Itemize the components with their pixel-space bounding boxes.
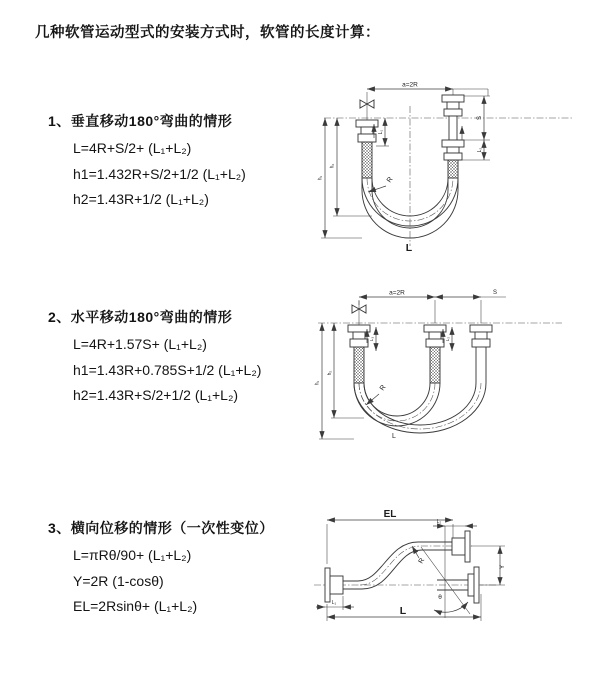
page-title: 几种软管运动型式的安装方式时，软管的长度计算： (35, 25, 380, 41)
formula: h1=1.43R+0.785S+1/2 (L₁+L₂) (73, 361, 262, 378)
dim-label-a2r: a=2R (389, 289, 405, 297)
dim-label-s: S (477, 115, 483, 121)
dim-label-h2: h₂ (329, 163, 336, 169)
s-curve-hose (343, 542, 452, 589)
dim-label-l1: L₁ (378, 129, 384, 135)
formula: L=4R+1.57S+ (L₁+L₂) (73, 336, 207, 352)
dim-label-l2: L₂ (477, 147, 483, 153)
dim-label-el: EL (383, 509, 397, 520)
formula: h2=1.43R+1/2 (L₁+L₂) (73, 191, 209, 207)
diagram-lateral-displacement (300, 500, 600, 650)
radius-line (421, 547, 470, 614)
length-label: L (405, 242, 413, 254)
formula: h2=1.43R+S/2+1/2 (L₁+L₂) (73, 387, 239, 403)
radius-label: R (378, 383, 388, 393)
left-hose-leg (356, 120, 378, 178)
section-1-formulas (73, 136, 246, 213)
dim-label-h1: h₁ (314, 380, 321, 386)
dim-label-s: S (492, 290, 498, 296)
valve-icon (352, 301, 366, 325)
dim-label-l1: L₁ (369, 336, 374, 342)
dim-label-l2: L₂ (445, 336, 450, 342)
formula: L=4R+S/2+ (L₁+L₂) (73, 140, 192, 156)
diagram-vertical-180-bend (310, 76, 600, 256)
formula: Y=2R (1-cosθ) (73, 572, 164, 589)
left-flange (325, 568, 343, 602)
dim-label-y: Y (499, 564, 506, 570)
right-hose-leg (470, 325, 492, 383)
formula: EL=2Rsinθ+ (L₁+L₂) (73, 598, 198, 614)
length-label: L (392, 433, 396, 440)
right-hose-leg (442, 95, 464, 178)
radius-label: R (385, 175, 395, 185)
section-1-heading: 1、垂直移动180°弯曲的情形 (48, 113, 233, 129)
angle-label: θ (438, 594, 442, 601)
upper-flange (452, 531, 470, 562)
radius-leader (368, 186, 386, 192)
section-2-heading: 2、水平移动180°弯曲的情形 (48, 309, 233, 325)
section-2-formulas (73, 332, 261, 409)
dim-label-h2: h₂ (327, 370, 333, 376)
dim-label-h1: h₁ (317, 175, 324, 181)
formula: h1=1.432R+S/2+1/2 (L₁+L₂) (73, 165, 246, 182)
u-bend-hose (354, 383, 486, 433)
section-3-heading: 3、横向位移的情形（一次性变位） (48, 520, 274, 536)
formula: L=πRθ/90+ (L₁+L₂) (73, 547, 192, 563)
diagram-horizontal-180-bend (310, 281, 600, 461)
dim-label-l1: L₁ (331, 600, 337, 606)
dim-label-a2r: a=2R (402, 81, 418, 89)
radius-label: R (417, 557, 427, 565)
length-label: L (399, 605, 407, 617)
dim-label-l2: L₂ (436, 519, 442, 525)
angle-arc (434, 602, 468, 612)
section-3-formulas (73, 543, 197, 620)
